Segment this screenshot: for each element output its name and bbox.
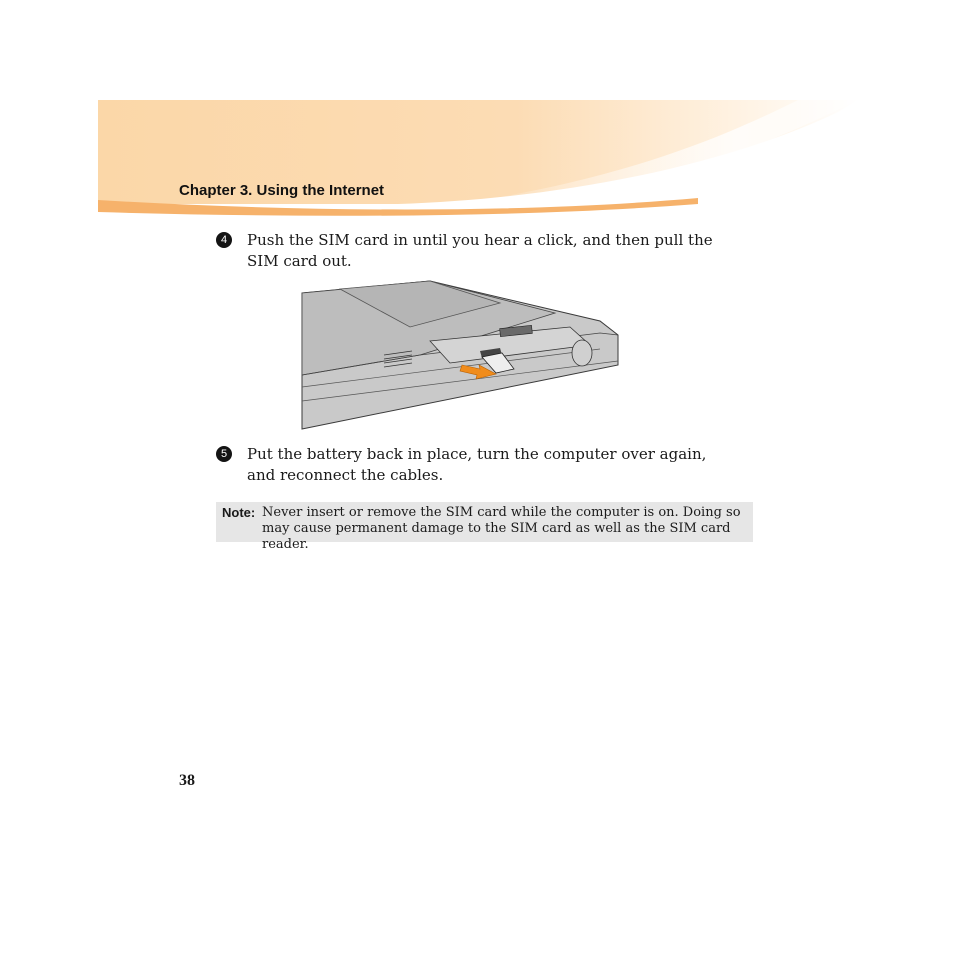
note-box xyxy=(216,502,753,552)
page-number: 38 xyxy=(179,772,195,789)
step-number-badge: 4 xyxy=(216,232,232,248)
chapter-title: Chapter 3. Using the Internet xyxy=(179,182,385,199)
note-text: Never insert or remove the SIM card while the computer is on. Doing so may cause permanent damage to the SIM card as well as the SIM card reader. xyxy=(262,505,741,552)
sim-card-removal-illustration xyxy=(300,275,622,435)
step-text: Put the battery back in place, turn the computer over again, and reconnect the cables. xyxy=(247,445,707,484)
step-text: Push the SIM card in until you hear a click, and then pull the SIM card out. xyxy=(247,231,713,270)
note-label: Note: xyxy=(222,505,256,520)
step-number-badge: 5 xyxy=(216,446,232,462)
